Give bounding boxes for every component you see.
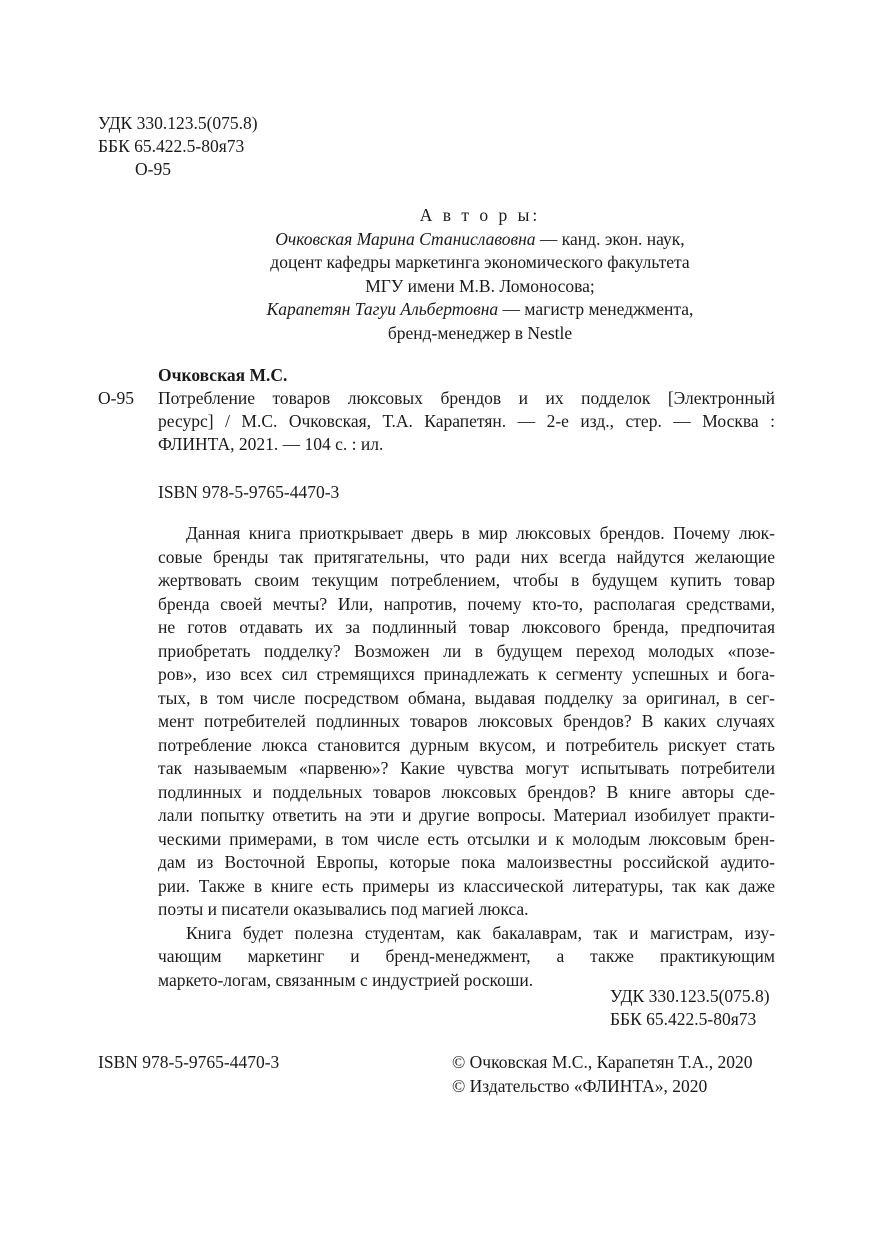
abstract-line: чающим маркетинг и бренд-менеджмент, а также практикующим (158, 946, 775, 966)
bbk-code: ББК 65.422.5-80я73 (98, 136, 245, 156)
abstract (158, 522, 775, 992)
author1-name: Очковская Марина Станиславовна (275, 228, 536, 249)
abstract-line: Данная книга приоткрывает дверь в мир люксовых брендов. Почему люк- (186, 523, 775, 543)
abstract-line: ров», изо всех сил стремящихся принадлежать к сегменту успешных и бога- (158, 664, 775, 684)
authors-block (140, 204, 820, 345)
abstract-line: совые бренды так притягательны, что ради них всегда найдутся желающие (158, 546, 775, 567)
abstract-line: так называемым «парвеню»? Какие чувства могут испытывать потребители (158, 758, 775, 778)
copyright-block (452, 1051, 752, 1099)
author2-title: — магистр менеджмента, (498, 299, 694, 319)
abstract-line: поэты и писатели оказывались под магией люкса. (158, 899, 529, 919)
abstract-line: тых, в том числе посредством обмана, выдавая подделку за оригинал, в сег- (158, 687, 775, 708)
author2-name: Карапетян Тагуи Альбертовна (266, 299, 499, 319)
author2-line2: бренд-менеджер в Nestle (387, 322, 573, 343)
author1-title: — канд. экон. наук, (535, 228, 685, 249)
abstract-line: приобретать подделку? Возможен ли в будущем переход молодых «позе- (158, 640, 775, 661)
bbk-code-bottom: ББК 65.422.5-80я73 (610, 1009, 757, 1029)
abstract-line: подлинных и поддельных товаров люксовых брендов? В книге авторы сде- (158, 781, 775, 802)
abstract-line: маркето-логам, связанным с индустрией роскоши. (158, 969, 534, 990)
author2-line1 (140, 298, 820, 322)
abstract-line: не готов отдавать их за подлинный товар люксового бренда, предпочитая (158, 617, 775, 637)
abstract-line: бренда своей мечты? Или, напротив, почему кто-то, располагая средствами, (158, 593, 775, 614)
author1-line1 (140, 228, 820, 252)
entry-description-line: ФЛИНТА, 2021. — 104 с. : ил. (158, 434, 384, 454)
udk-code-bottom: УДК 330.123.5(075.8) (610, 986, 770, 1006)
entry-isbn: ISBN 978-5-9765-4470-3 (158, 482, 340, 502)
abstract-line: Книга будет полезна студентам, как бакалаврам, так и магистрам, изу- (186, 922, 775, 943)
classification-codes-bottom (610, 985, 770, 1031)
entry-description-line: ресурс] / М.С. Очковская, Т.А. Карапетян. — 2-е изд., стер. — Москва : (158, 411, 775, 431)
entry-author: Очковская М.С. (158, 365, 288, 385)
abstract-line: ческими примерами, в том числе есть отсылки и к молодым люксовым брен- (158, 828, 775, 849)
author1-line3: МГУ имени М.В. Ломоносова; (365, 275, 595, 296)
abstract-line: жертвовать своим текущим потреблением, чтобы в будущем купить товар (158, 570, 775, 590)
abstract-line: рии. Также в книге есть примеры из классической литературы, так как даже (158, 875, 775, 896)
authors-heading: А в т о р ы: (419, 205, 541, 225)
abstract-line: мент потребителей подлинных товаров люксовых брендов? В каких случаях (158, 711, 775, 731)
abstract-line: лали попытку ответить на эти и другие вопросы. Материал изобилует практи- (158, 805, 775, 825)
copyright-authors: © Очковская М.С., Карапетян Т.А., 2020 (452, 1052, 753, 1072)
author1-line2: доцент кафедры маркетинга экономического факультета (270, 252, 690, 272)
entry-description (158, 387, 775, 456)
classification-codes-top (98, 112, 258, 181)
udk-code: УДК 330.123.5(075.8) (98, 113, 258, 133)
copyright-publisher: © Издательство «ФЛИНТА», 2020 (452, 1076, 708, 1096)
entry-description-line: Потребление товаров люксовых брендов и их подделок [Электронный (158, 388, 775, 408)
entry-code: О-95 (98, 388, 134, 408)
abstract-line: потребление люкса становится дурным вкусом, и потребитель рискует стать (158, 734, 775, 755)
author-mark: О-95 (135, 159, 171, 179)
abstract-line: дам из Восточной Европы, которые пока малоизвестны российской аудито- (158, 852, 775, 872)
footer-isbn: ISBN 978-5-9765-4470-3 (98, 1052, 280, 1072)
